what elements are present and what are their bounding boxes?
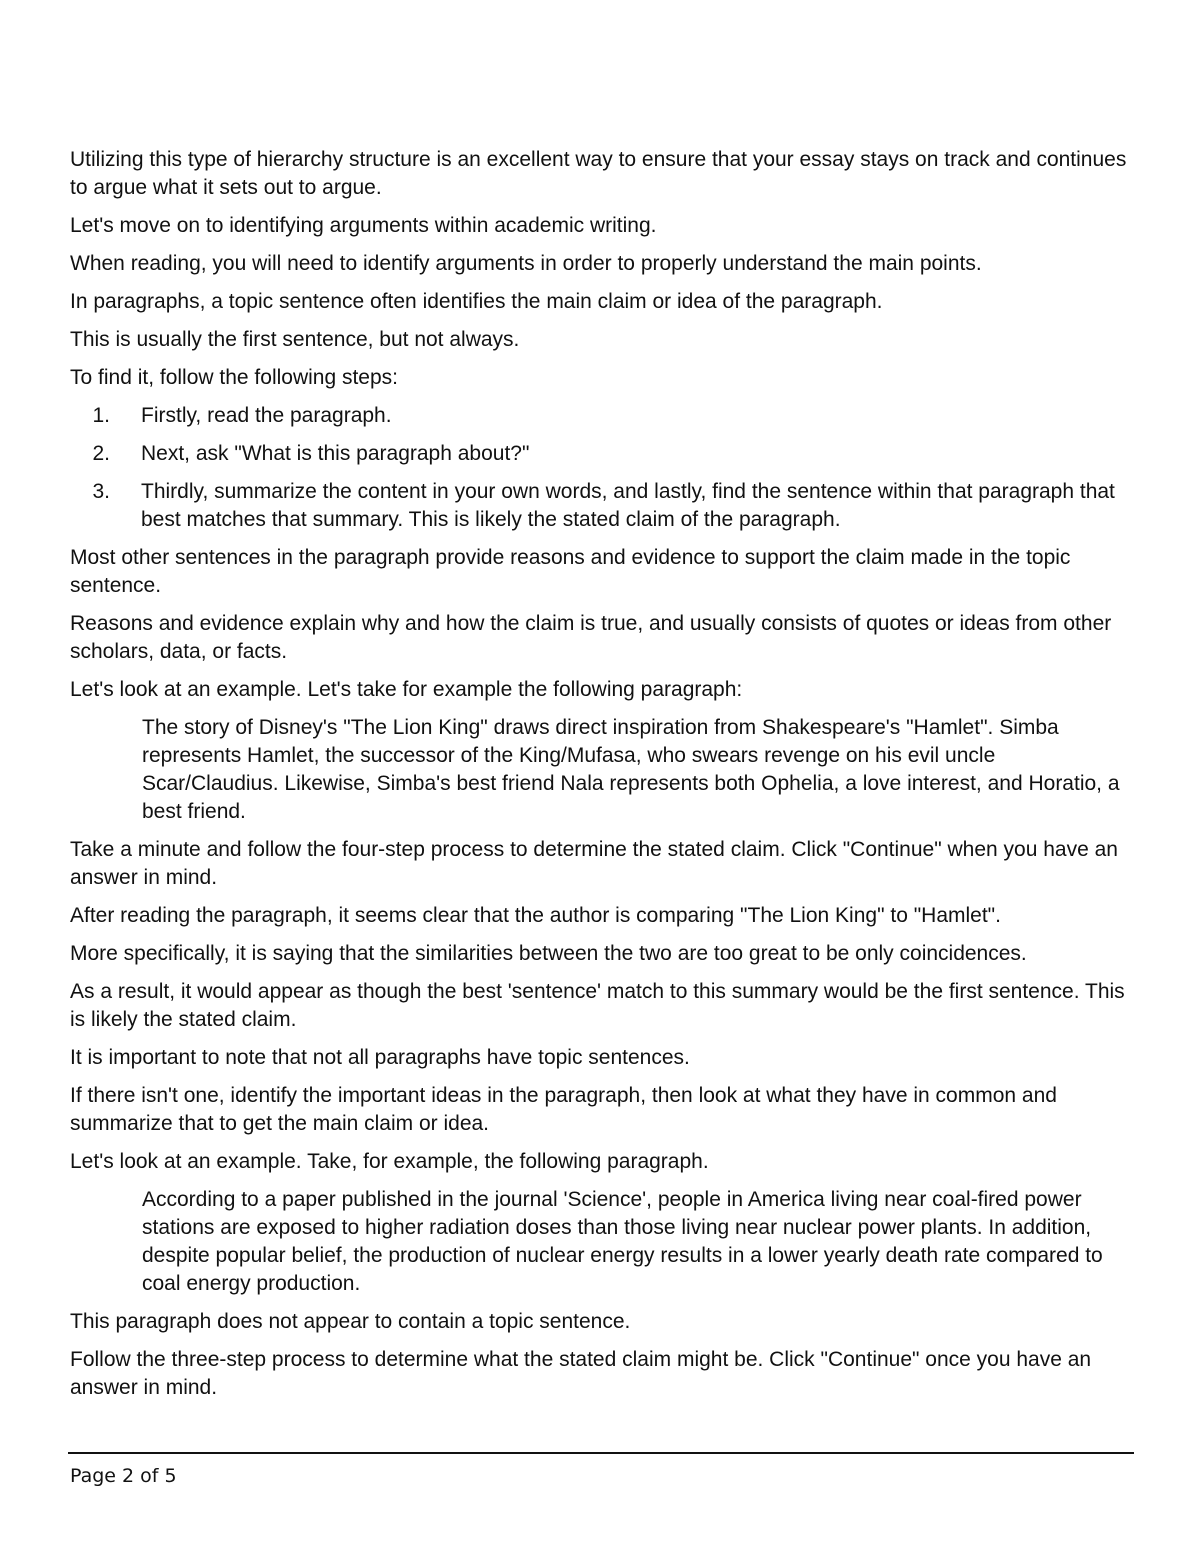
paragraph-if-there-isnt: If there isn't one, identify the important ideas in the paragraph, then look at what they have in common and summarize that to get the main claim or idea. (70, 1084, 1057, 1135)
list-item (70, 440, 1136, 468)
list-item (70, 478, 1136, 534)
paragraph-no-topic-sentence: This paragraph does not appear to contain a topic sentence. (70, 1310, 631, 1333)
paragraph-topic-sentence: In paragraphs, a topic sentence often identifies the main claim or idea of the paragraph. (70, 290, 883, 313)
list-item-number: 2. (92, 442, 110, 465)
paragraph-second-example-intro: Let's look at an example. Take, for example, the following paragraph. (70, 1150, 709, 1173)
page-body (70, 146, 1136, 1412)
paragraph-follow-process: Follow the three-step process to determine what the stated claim might be. Click "Continue" once you have an answer in mind. (70, 1348, 1092, 1399)
list-item-number: 3. (92, 480, 110, 503)
paragraph-other-sentences: Most other sentences in the paragraph provide reasons and evidence to support the claim made in the topic sentence. (70, 546, 1071, 597)
list-item-text: Thirdly, summarize the content in your own words, and lastly, find the sentence within that paragraph that best matches that summary. This is likely the stated claim of the paragraph. (141, 480, 1115, 531)
footer-divider (68, 1452, 1134, 1454)
paragraph-as-a-result: As a result, it would appear as though the best 'sentence' match to this summary would be the first sentence. This is likely the stated claim. (70, 980, 1125, 1031)
steps-list (70, 402, 1136, 534)
list-item-text: Firstly, read the paragraph. (141, 404, 392, 427)
paragraph-move-on: Let's move on to identifying arguments within academic writing. (70, 214, 657, 237)
paragraph-after-reading: After reading the paragraph, it seems clear that the author is comparing "The Lion King" to "Hamlet". (70, 904, 1001, 927)
paragraph-example-intro: Let's look at an example. Let's take for example the following paragraph: (70, 678, 743, 701)
paragraph-steps-intro: To find it, follow the following steps: (70, 366, 399, 389)
page-number: Page 2 of 5 (70, 1465, 177, 1487)
paragraph-hierarchy: Utilizing this type of hierarchy structure is an excellent way to ensure that your essay stays on track and continues to argue what it sets out to argue. (70, 148, 1127, 199)
paragraph-when-reading: When reading, you will need to identify arguments in order to properly understand the main points. (70, 252, 982, 275)
list-item-text: Next, ask "What is this paragraph about?" (141, 442, 530, 465)
example-paragraph-energy: According to a paper published in the journal 'Science', people in America living near coal-fired power stations are exposed to higher radiation doses than those living near nuclear power plants. In addition, despite popular belief, the production of nuclear energy results in a lower yearly death rate compared to coal energy production. (142, 1188, 1103, 1295)
paragraph-first-sentence: This is usually the first sentence, but not always. (70, 328, 520, 351)
paragraph-more-specifically: More specifically, it is saying that the similarities between the two are too great to be only coincidences. (70, 942, 1027, 965)
list-item (70, 402, 1136, 430)
paragraph-take-a-minute: Take a minute and follow the four-step process to determine the stated claim. Click "Continue" when you have an answer in mind. (70, 838, 1118, 889)
paragraph-not-all-paragraphs: It is important to note that not all paragraphs have topic sentences. (70, 1046, 690, 1069)
paragraph-reasons-evidence: Reasons and evidence explain why and how the claim is true, and usually consists of quotes or ideas from other scholars, data, or facts. (70, 612, 1112, 663)
list-item-number: 1. (92, 404, 110, 427)
example-paragraph-lion-king: The story of Disney's "The Lion King" draws direct inspiration from Shakespeare's "Hamlet". Simba represents Hamlet, the successor of the King/Mufasa, who swears revenge on his evil uncle Scar/Claudius. Likewise, Simba's best friend Nala represents both Ophelia, a love interest, and Horatio, a best friend. (142, 716, 1120, 823)
